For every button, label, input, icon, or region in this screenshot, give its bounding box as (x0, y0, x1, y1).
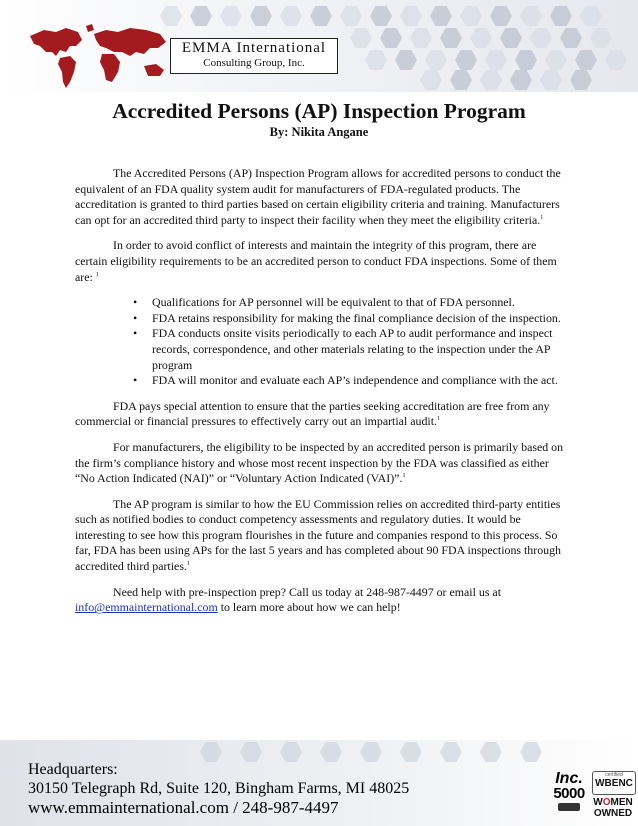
eligibility-list (75, 295, 565, 389)
footer-website-phone: www.emmainternational.com / 248-987-4497 (28, 798, 339, 817)
world-map-logo (26, 22, 176, 92)
footer-address: 30150 Telegraph Rd, Suite 120, Bingham Farms, MI 48025 (28, 780, 410, 797)
email-link[interactable]: info@emmainternational.com (75, 600, 218, 615)
list-item: • Qualifications for AP personnel will be equivalent to that of FDA personnel. (133, 295, 515, 310)
list-item: • FDA conducts onsite visits periodically to each AP to audit performance and inspect records, correspondence, and other materials relating to the inspection under the AP program (133, 326, 553, 372)
paragraph-intro: The Accredited Persons (AP) Inspection Program allows for accredited persons to conduct the equivalent of an FDA quality system audit for manufacturers of FDA-regulated products. The accreditation is granted to third parties based on certain eligibility criteria and training. Manufacturers can opt for an accredited third party to inspect their facility when they meet the eligibility criteria.$^1$ (75, 166, 561, 227)
bullet-icon: • (133, 326, 138, 341)
footer-contact (28, 760, 409, 818)
paragraph-impartiality: FDA pays special attention to ensure that the parties seeking accreditation are free from any commercial or financial pressures to effectively carry out an impartial audit.$^1$ (75, 398, 550, 429)
list-item: • FDA will monitor and evaluate each AP’s independence and compliance with the act. (133, 373, 558, 388)
footer-headquarters-label: Headquarters: (28, 761, 118, 778)
list-item: • FDA retains responsibility for making the final compliance decision of the inspection. (133, 310, 561, 325)
reference-mark: 1 (540, 214, 544, 221)
reference-mark: 1 (402, 473, 406, 480)
article-body (75, 166, 565, 626)
wbenc-badge: certified WBENC (592, 771, 636, 795)
reference-mark: 1 (436, 416, 440, 423)
paragraph-eligibility: In order to avoid conflict of interests and maintain the integrity of this program, there are certain eligibility requirements to be an accredited person to conduct FDA inspections. Some of them are: $^1$ (75, 238, 557, 284)
bullet-icon: • (133, 373, 138, 388)
women-owned-badge: WOMEN OWNED (593, 797, 633, 819)
bullet-icon: • (133, 295, 138, 310)
article-byline: By: Nikita Angane (269, 125, 369, 139)
paragraph-contact: Need help with pre-inspection prep? Call us today at 248-987-4497 or email us at info@emmainternational.com to learn more about how we can help! (75, 584, 501, 615)
bullet-icon: • (133, 310, 138, 325)
paragraph-eu-comparison: The AP program is similar to how the EU Commission relies on accredited third-party entities such as notified bodies to conduct competency assessments and regulatory duties. It would be interesting to see how this program flourishes in the future and companies respond to this process. So far, FDA has been using APs for the last 5 years and has completed about 90 FDA inspections through accredited third parties.$^1$ (75, 496, 561, 574)
inc-ribbon-icon (558, 803, 580, 811)
header-banner (0, 0, 638, 92)
inc-5000-badge: Inc. 5000 (549, 771, 589, 811)
logo-company-subtitle: Consulting Group, Inc. (203, 57, 305, 69)
company-logo (170, 38, 338, 74)
paragraph-manufacturers: For manufacturers, the eligibility to be inspected by an accredited person is primarily based on the firm’s compliance history and whose most recent inspection by the FDA was classified as either “No Action Indicated (NAI)” or “Voluntary Action Indicated (VAI)”.$^1$ (75, 439, 564, 486)
article-title: Accredited Persons (AP) Inspection Program (112, 99, 526, 123)
reference-mark: 1 (95, 271, 99, 278)
reference-mark: 1 (186, 561, 190, 568)
logo-company-name: EMMA International (181, 40, 327, 56)
